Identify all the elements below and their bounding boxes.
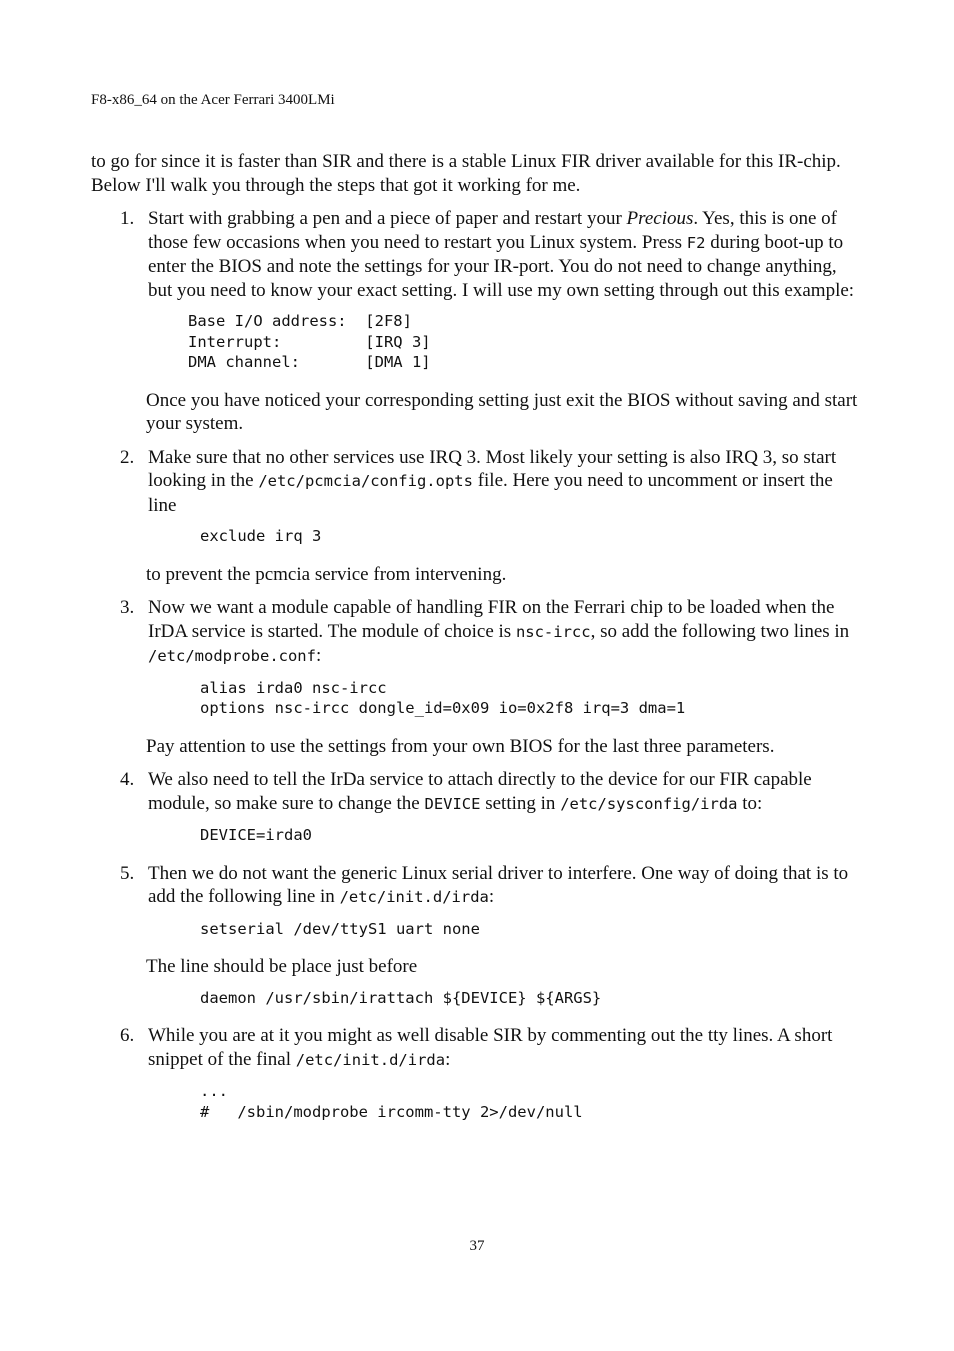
step-number: 4. xyxy=(120,769,135,790)
page-number: 37 xyxy=(469,1238,485,1254)
step-text: Start with grabbing a pen and a piece of paper and restart your Precious. Yes, this is one of those few occasions when you need to restart you Linux system. Press F2 during boot-up to enter the BIOS and note the settings for your IR-port. You do not need to change anything, but you need to know your exact setting. I will use my own setting through out this example: xyxy=(148,208,855,301)
running-header: F8-x86_64 on the Acer Ferrari 3400LMi xyxy=(91,92,335,108)
inline-code: /etc/sysconfig/irda xyxy=(560,794,738,813)
step-followup-text: Pay attention to use the settings from your own BIOS for the last three parameters. xyxy=(146,735,775,757)
inline-code: /etc/init.d/irda xyxy=(339,888,489,906)
code-block-exclude-irq: exclude irq 3 xyxy=(200,527,322,545)
code-block-bios-settings: Base I/O address: [2F8] Interrupt: [IRQ 3] DMA channel: [DMA 1] xyxy=(188,312,431,371)
code-block-device: DEVICE=irda0 xyxy=(200,826,312,844)
step-text: We also need to tell the IrDa service to attach directly to the device for our FIR capable module, so make sure to change the DEVICE setting in /etc/sysconfig/irda to: xyxy=(148,769,812,814)
step-text: Now we want a module capable of handling FIR on the Ferrari chip to be loaded when the IrDA service is started. The module of choice is nsc-ircc, so add the following two lines in /etc/modprobe.conf: xyxy=(148,597,850,666)
code-block-modprobe: alias irda0 nsc-ircc options nsc-ircc dongle_id=0x09 io=0x2f8 irq=3 dma=1 xyxy=(200,678,686,717)
emphasis-precious: Precious xyxy=(626,208,694,229)
inline-code: /etc/init.d/irda xyxy=(295,1050,446,1069)
code-block-irda-snippet: ... # /sbin/modprobe ircomm-tty 2>/dev/null xyxy=(200,1082,583,1121)
step-text: Make sure that no other services use IRQ 3. Most likely your setting is also IRQ 3, so start looking in the /etc/pcmcia/config.opts file. Here you need to uncomment or insert the line xyxy=(148,446,837,516)
step-4 xyxy=(91,768,863,846)
step-2 xyxy=(91,446,863,587)
step-5 xyxy=(91,862,863,1009)
steps-list xyxy=(91,207,863,1122)
step-number: 5. xyxy=(120,862,135,884)
intro-paragraph: to go for since it is faster than SIR and there is a stable Linux FIR driver available for this IR-chip. Below I'll walk you through the steps that got it working for me. xyxy=(91,151,841,196)
step-number: 6. xyxy=(120,1025,135,1046)
step-6 xyxy=(91,1024,863,1122)
step-number: 1. xyxy=(120,208,135,229)
step-followup-text: The line should be place just before xyxy=(146,956,418,977)
inline-code: DEVICE xyxy=(424,794,481,813)
code-block-daemon: daemon /usr/sbin/irattach ${DEVICE} ${ARGS} xyxy=(200,988,602,1007)
step-3 xyxy=(91,596,863,758)
step-number: 2. xyxy=(120,446,135,468)
step-text: While you are at it you might as well disable SIR by commenting out the tty lines. A short snippet of the final /etc/init.d/irda: xyxy=(148,1025,833,1070)
step-text: Then we do not want the generic Linux serial driver to interfere. One way of doing that is to add the following line in /etc/init.d/irda: xyxy=(148,862,849,907)
inline-code: /etc/modprobe.conf xyxy=(148,647,316,665)
step-1 xyxy=(91,207,863,436)
step-followup-text: Once you have noticed your corresponding setting just exit the BIOS without saving and start your system. xyxy=(146,389,858,434)
inline-code: nsc-ircc xyxy=(515,622,591,641)
inline-code: /etc/pcmcia/config.opts xyxy=(258,472,473,490)
code-block-setserial: setserial /dev/ttyS1 uart none xyxy=(200,919,480,938)
step-number: 3. xyxy=(120,597,135,618)
inline-code: F2 xyxy=(686,233,706,252)
step-followup-text: to prevent the pcmcia service from intervening. xyxy=(146,563,507,585)
page-body xyxy=(91,150,863,1138)
